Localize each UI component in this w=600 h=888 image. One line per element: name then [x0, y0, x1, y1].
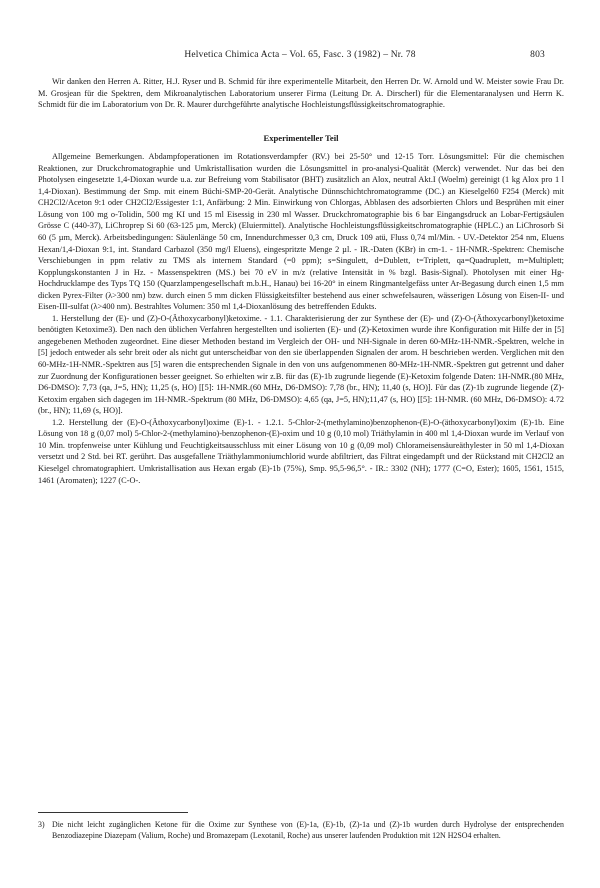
section-1-2-paragraph: 1.2. Herstellung der (E)-O-(Äthoxycarbonyl)oxime (E)-1. - 1.2.1. 5-Chlor-2-(methylamino)benzophenon-(E)-O-(äthoxycarbonyl)oxim (E)-1b. Eine Lösung von 18 g (0,07 mol) 5-Chlor-2-(methylamino)-benzophenon-(E)-oxim und 10 g (0,10 mol) Triäthylamin in 400 ml 1,4-Dioxan wurde im Verlauf von 10 Min. tropfenweise unter Kühlung und Feuchtigkeitsausschluss mit einer Lösung von 10 g (0,09 mol) Chlorameisensäureäthylester in 50 ml 1,4-Dioxan versetzt und 2 Std. bei RT. gerührt. Das ausgefallene Triäthylammoniumchlorid wurde abfiltriert, das Filtrat eingedampft und der Rückstand mit CH2Cl2 an Kieselgel chromatographiert. Umkristallisation aus Hexan ergab (E)-1b (75%), Smp. 95,5-96,5°. - IR.: 3302 (NH); 1777 (C=O, Ester); 1605, 1561, 1515, 1461 (Aromaten); 1227 (C-O-.: [38, 417, 564, 485]
footnote-mark: 3): [38, 820, 45, 829]
page-number: 803: [530, 50, 545, 60]
acknowledgement-paragraph: Wir danken den Herren A. Ritter, H.J. Ryser und B. Schmid für ihre experimentelle Mitarbeit, den Herren Dr. W. Arnold und W. Meister sowie Frau Dr. M. Grosjean für die Spektren, dem Mikroanalytischen Laboratorium unserer Firma (Leitung Dr. A. Dirscherl) für die Elementaranalysen und Herrn K. Schmidt für die im Laboratorium von Dr. R. Maurer durchgeführte analytische Hochleistungsflüssigkeitschromatographie.: [38, 77, 564, 110]
section-heading: Experimenteller Teil: [263, 132, 339, 143]
general-remarks-paragraph: Allgemeine Bemerkungen. Abdampfoperationen im Rotationsverdampfer (RV.) bei 25-50° und 12-15 Torr. Lösungsmittel: Für die chemischen Reaktionen, zur Druckchromatographie und Umkristallisation wurden die Lösungsmittel in pro-analysi-Qualität (Merck) verwendet. Nur das bei den Photolysen eingesetzte 1,4-Dioxan wurde u.a. zur Befreiung vom Stabilisator (BHT) zusätzlich an Alox, neutral Akt.I (Woelm) gereinigt (1 kg Alox pro 1 l 1,4-Dioxan). Bestimmung der Smp. mit einem Büchi-SMP-20-Gerät. Analytische Dünnschichtchromatogramme (DC.) an Kieselgel60 F254 (Merck) mit CH2Cl2/Aceton 9:1 oder CH2Cl2/Essigester 1:1, Anfärbung: 2 Min. Einwirkung von Chlorgas, Abblasen des adsorbierten Chlors und Besprühen mit einer Lösung von 100 mg o-Tolidin, 500 mg KI und 15 ml Eisessig in 230 ml Wasser. Druckchromatographie bis 6 bar Eingangsdruck an Lobar-Fertigsäulen Grösse C (440-37), LiChroprep Si 60 (63-125 µm, Merck) (Eluiermittel). Analytische Hochleistungsflüssigkeitschromatographie (HPLC.) an LiChrosorb Si 60 (5 µm, Merck). Arbeitsbedingungen: Säulenlänge 50 cm, Innendurchmesser 0,3 cm, Druck 109 atü, Fluss 0,74 ml/Min. - UV.-Detektor 254 nm, Eluens Hexan/1,4-Dioxan 9:1, int. Standard Carbazol (350 mg/l Eluens), eingespritzte Menge 2 µl. - IR.-Daten (KBr) in cm-1. - 1H-NMR.-Spektren: Chemische Verschiebungen in ppm relativ zu TMS als internem Standard (=0 ppm); s=Singulett, d=Dublett, t=Triplett, qa=Quadruplett, m=Multiplett; Kopplungskonstanten J in Hz. - Massenspektren (MS.) bei 70 eV in m/z (relative Intensität in % bzgl. Basis-Signal). Photolysen mit einer Hg-Hochdrucklampe des Typs TQ 150 (Quarzlampengesellschaft m.b.H., Hanau) bei 16-20° in einem Ringmantelgefäss unter Ar-Begasung durch einen 1,5 mm dicken Pyrex-Filter (λ>300 nm) bzw. durch einen 5 mm dicken Flüssigkeitsfilter bestehend aus einer schwefelsauren, wässerigen Lösung von Eisen-II- und Eisen-III-sulfat (λ>400 nm). Bestrahltes Volumen: 350 ml 1,4-Dioxanlösung des betreffenden Edukts.: [38, 152, 564, 312]
footnote-text: Die nicht leicht zugänglichen Ketone für die Oxime zur Synthese von (E)-1a, (E)-1b, (Z)-1a und (Z)-1b wurden durch Hydrolyse der entsprechenden Benzodiazepine Diazepam (Valium, Roche) und Bromazepam (Lexotanil, Roche) aus unserer laufenden Produktion mit 12N H2SO4 erhalten.: [52, 820, 564, 840]
section-1-paragraph: 1. Herstellung der (E)- und (Z)-O-(Äthoxycarbonyl)ketoxime. - 1.1. Charakterisierung der zur Synthese der (E)- und (Z)-O-(Äthoxycarbonyl)ketoxime benötigten Ketoxime3). Den nach den üblichen Verfahren hergestellten und isolierten (E)- und (Z)-Ketoximen wurde ihre Konfiguration mit Hilfe der in [5] angegebenen Methoden zugeordnet. Eine dieser Methoden bestand im Vergleich der OH- und NH-Signale in deren 60-MHz-1H-NMR.-Spektren, welche in [5] jedoch entweder als sehr breit oder als nicht gut unterscheidbar von den sie überlappenden Signalen der arom. H beschrieben werden. Verglichen mit den 60-MHz-1H-NMR.-Spektren aus [5] waren die entsprechenden Signale in den von uns aufgenommenen 80-MHz-1H-NMR.-Spektren gut getrennt und daher zur Zuordnung der Konfigurationen besser geeignet. So erhielten wir z.B. für das (E)-1b zugrunde liegende (E)-Ketoxim folgende Daten: 1H-NMR.(80 MHz, D6-DMSO): 7,73 (qa, J=5, HN); 11,25 (s, HO) [[5]: 1H-NMR.(60 MHz, D6-DMSO): 7,78 (br., HN); 11,40 (s, HO)]. Für das (Z)-1b zugrunde liegende (Z)-Ketoxim ergaben sich dagegen im 1H-NMR.-Spektrum (80 MHz, D6-DMSO): 4,65 (qa, J=5, HN);11,47 (s, HO) [[5]: 1H-NMR. (60 MHz, D6-DMSO): 4.72 (br., HN); 11,69 (s, HO)].: [38, 313, 564, 416]
journal-title: Helvetica Chimica Acta – Vol. 65, Fasc. 3 (1982) – Nr. 78: [184, 50, 416, 60]
main-text: [38, 76, 564, 486]
running-header: [0, 50, 600, 64]
footnote-divider: [38, 812, 188, 813]
footnote: [38, 819, 564, 841]
